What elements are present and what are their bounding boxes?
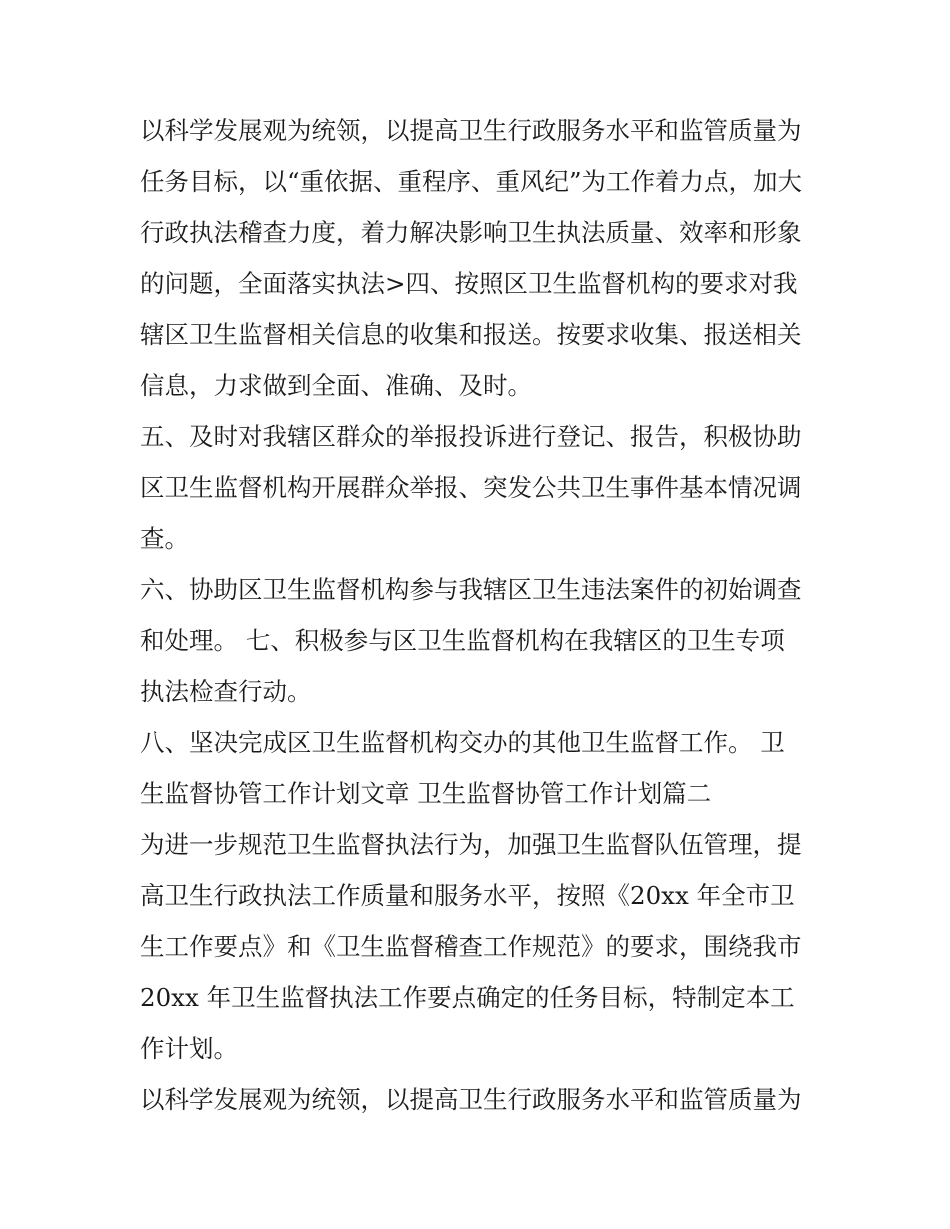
text-line: 执法检查行动。 — [140, 677, 312, 706]
text-line: 五、及时对我辖区群众的举报投诉进行登记、报告，积极协助 — [140, 422, 802, 451]
text-line: 辖区卫生监督相关信息的收集和报送。按要求收集、报送相关 — [140, 320, 802, 349]
paragraph-4 — [140, 717, 820, 819]
text-line: 任务目标，以“重依据、重程序、重风纪”为工作着力点，加大 — [140, 167, 803, 196]
paragraph-1 — [140, 105, 820, 411]
text-line: 生监督协管工作计划文章 卫生监督协管工作计划篇二 — [140, 779, 712, 808]
text-line: 信息，力求做到全面、准确、及时。 — [140, 371, 532, 400]
document-body — [140, 105, 820, 1125]
text-line: 20xx 年卫生监督执法工作要点确定的任务目标，特制定本工 — [140, 983, 795, 1012]
text-line: 高卫生行政执法工作质量和服务水平，按照《20xx 年全市卫 — [140, 881, 795, 910]
text-line: 和处理。 七、积极参与区卫生监督机构在我辖区的卫生专项 — [140, 626, 785, 655]
text-line: 的问题，全面落实执法>四、按照区卫生监督机构的要求对我 — [140, 269, 798, 298]
text-line: 为进一步规范卫生监督执法行为，加强卫生监督队伍管理，提 — [140, 830, 802, 859]
text-line: 以科学发展观为统领，以提高卫生行政服务水平和监管质量为 — [140, 116, 802, 145]
paragraph-2 — [140, 411, 820, 564]
text-line: 区卫生监督机构开展群众举报、突发公共卫生事件基本情况调 — [140, 473, 802, 502]
text-line: 生工作要点》和《卫生监督稽查工作规范》的要求，围绕我市 — [140, 932, 802, 961]
paragraph-6 — [140, 1074, 820, 1125]
text-line: 八、坚决完成区卫生监督机构交办的其他卫生监督工作。 卫 — [140, 728, 785, 757]
text-line: 查。 — [140, 524, 189, 553]
text-line: 行政执法稽查力度，着力解决影响卫生执法质量、效率和形象 — [140, 218, 802, 247]
paragraph-3 — [140, 564, 820, 717]
text-line: 以科学发展观为统领，以提高卫生行政服务水平和监管质量为 — [140, 1085, 802, 1114]
text-line: 六、协助区卫生监督机构参与我辖区卫生违法案件的初始调查 — [140, 575, 802, 604]
text-line: 作计划。 — [140, 1034, 238, 1063]
paragraph-5 — [140, 819, 820, 1074]
